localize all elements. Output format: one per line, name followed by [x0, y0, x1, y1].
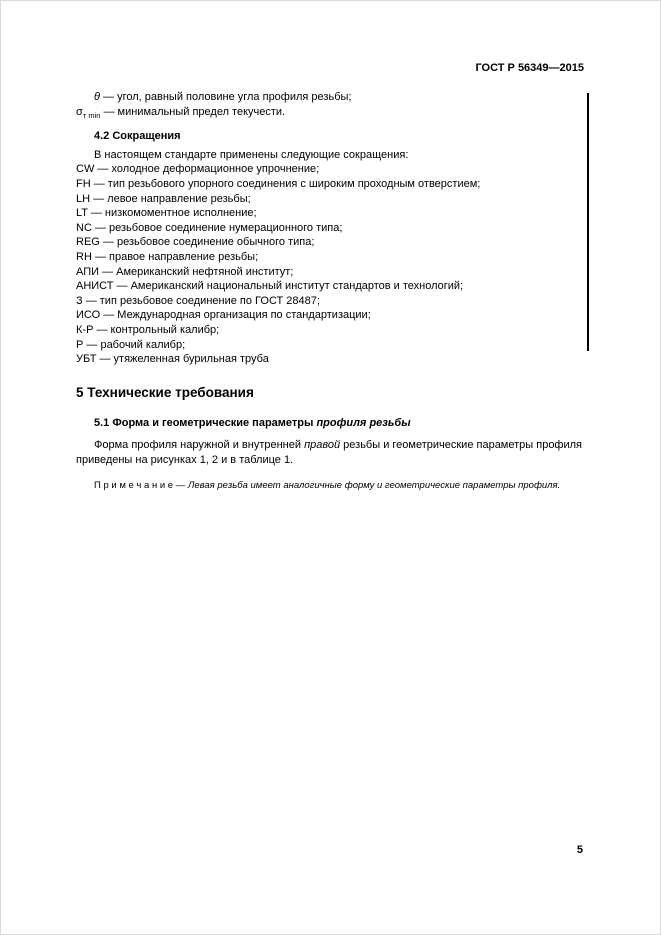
- abbreviation-item: LT — низкомоментное исполнение;: [76, 207, 257, 220]
- abbreviation-item: LH — левое направление резьбы;: [76, 192, 251, 205]
- theta-symbol: θ: [94, 91, 100, 103]
- abbreviation-item: АНИСТ — Американский национальный институт стандартов и технологий;: [76, 280, 464, 293]
- abbreviations-intro: В настоящем стандарте применены следующие сокращения:: [94, 148, 409, 161]
- heading-5-1-italic: профиля резьбы: [316, 416, 411, 429]
- heading-5: 5 Технические требования: [76, 384, 254, 400]
- sigma-subscript: т min: [82, 110, 101, 120]
- note-paragraph: [76, 479, 587, 492]
- definition-text: — угол, равный половине угла профиля резьбы;: [99, 91, 352, 103]
- abbreviation-item: АПИ — Американский нефтяной институт;: [76, 265, 294, 278]
- definition-line-theta: [76, 90, 587, 105]
- page-number: 5: [576, 844, 583, 856]
- abbreviation-item: CW — холодное деформационное упрочнение;: [76, 163, 320, 176]
- note-dash: —: [173, 480, 188, 492]
- document-code-header: ГОСТ Р 56349—2015: [475, 62, 584, 74]
- note-label: П р и м е ч а н и е: [94, 480, 174, 492]
- sigma-symbol: σ: [76, 105, 83, 118]
- definition-line-sigma: [76, 105, 587, 120]
- revision-change-bar: [587, 93, 589, 351]
- paragraph-5-1: [76, 438, 587, 467]
- heading-5-1-text: 5.1 Форма и геометрические параметры: [94, 416, 317, 429]
- note-text: Левая резьба имеет аналогичные форму и геометрические параметры профиля.: [187, 480, 561, 492]
- paragraph-italic-word: правой: [304, 439, 341, 452]
- abbreviation-item: Р — рабочий калибр;: [76, 338, 186, 351]
- abbreviation-item: З — тип резьбовое соединение по ГОСТ 28487;: [76, 294, 320, 307]
- page-content: [76, 90, 587, 492]
- abbreviation-item: NC — резьбовое соединение нумерационного типа;: [76, 221, 343, 234]
- paragraph-text: резьбы и геометрические параметры профиля приведены на рисунках 1, 2 и в таблице 1.: [76, 439, 583, 466]
- definition-text: — минимальный предел текучести.: [100, 105, 286, 118]
- abbreviation-item: К-Р — контрольный калибр;: [76, 323, 220, 336]
- abbreviation-item: ИСО — Международная организация по стандартизации;: [76, 309, 371, 322]
- heading-5-1: [76, 416, 587, 431]
- abbreviations-list: [76, 162, 587, 366]
- abbreviation-item: RH — правое направление резьбы;: [76, 250, 259, 263]
- paragraph-text: Форма профиля наружной и внутренней: [94, 439, 305, 452]
- abbreviation-item: FH — тип резьбового упорного соединения с широким проходным отверстием;: [76, 177, 481, 190]
- abbreviation-item: УБТ — утяжеленная бурильная труба: [76, 353, 269, 366]
- heading-4-2: 4.2 Сокращения: [94, 130, 181, 143]
- abbreviation-item: REG — резьбовое соединение обычного типа;: [76, 236, 315, 249]
